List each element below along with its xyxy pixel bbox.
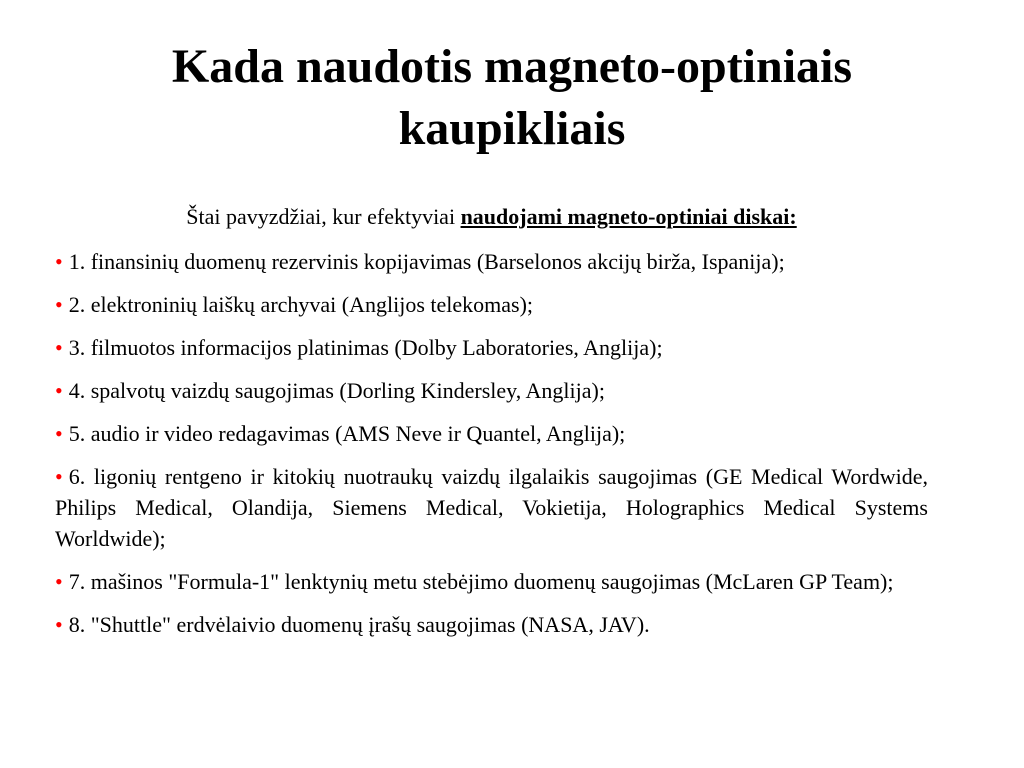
list-item-text: 3. filmuotos informacijos platinimas (Dolby Laboratories, Anglija); bbox=[68, 335, 663, 360]
list-item bbox=[55, 246, 928, 277]
bullet-icon: • bbox=[55, 464, 63, 489]
list-item-text: 5. audio ir video redagavimas (AMS Neve ir Quantel, Anglija); bbox=[68, 421, 626, 446]
list-item bbox=[55, 609, 928, 640]
examples-list bbox=[55, 246, 928, 652]
intro-text bbox=[55, 202, 928, 232]
list-item-text: 7. mašinos "Formula-1" lenktynių metu stebėjimo duomenų saugojimas (McLaren GP Team); bbox=[68, 569, 894, 594]
slide-title: Kada naudotis magneto-optiniais kaupikliais bbox=[171, 40, 853, 155]
bullet-icon: • bbox=[55, 335, 63, 360]
list-item bbox=[55, 332, 928, 363]
list-item bbox=[55, 461, 928, 554]
list-item-text: 6. ligonių rentgeno ir kitokių nuotraukų vaizdų ilgalaikis saugojimas (GE Medical Wordwide, Philips Medical, Olandija, Siemens Medical, Vokietija, Holographics Medical Systems Worldwide); bbox=[55, 464, 928, 551]
list-item-text: 1. finansinių duomenų rezervinis kopijavimas (Barselonos akcijų birža, Ispanija); bbox=[68, 249, 785, 274]
bullet-icon: • bbox=[55, 249, 63, 274]
bullet-icon: • bbox=[55, 569, 63, 594]
bullet-icon: • bbox=[55, 292, 63, 317]
list-item bbox=[55, 566, 928, 597]
bullet-icon: • bbox=[55, 612, 63, 637]
list-item-text: 4. spalvotų vaizdų saugojimas (Dorling Kindersley, Anglija); bbox=[68, 378, 605, 403]
list-item bbox=[55, 289, 928, 320]
list-item-text: 2. elektroninių laiškų archyvai (Anglijos telekomas); bbox=[68, 292, 534, 317]
bullet-icon: • bbox=[55, 421, 63, 446]
bullet-icon: • bbox=[55, 378, 63, 403]
list-item bbox=[55, 418, 928, 449]
intro-emphasis: naudojami magneto-optiniai diskai: bbox=[460, 204, 797, 229]
list-item bbox=[55, 375, 928, 406]
intro-plain: Štai pavyzdžiai, kur efektyviai bbox=[186, 204, 461, 229]
list-item-text: 8. "Shuttle" erdvėlaivio duomenų įrašų saugojimas (NASA, JAV). bbox=[68, 612, 650, 637]
